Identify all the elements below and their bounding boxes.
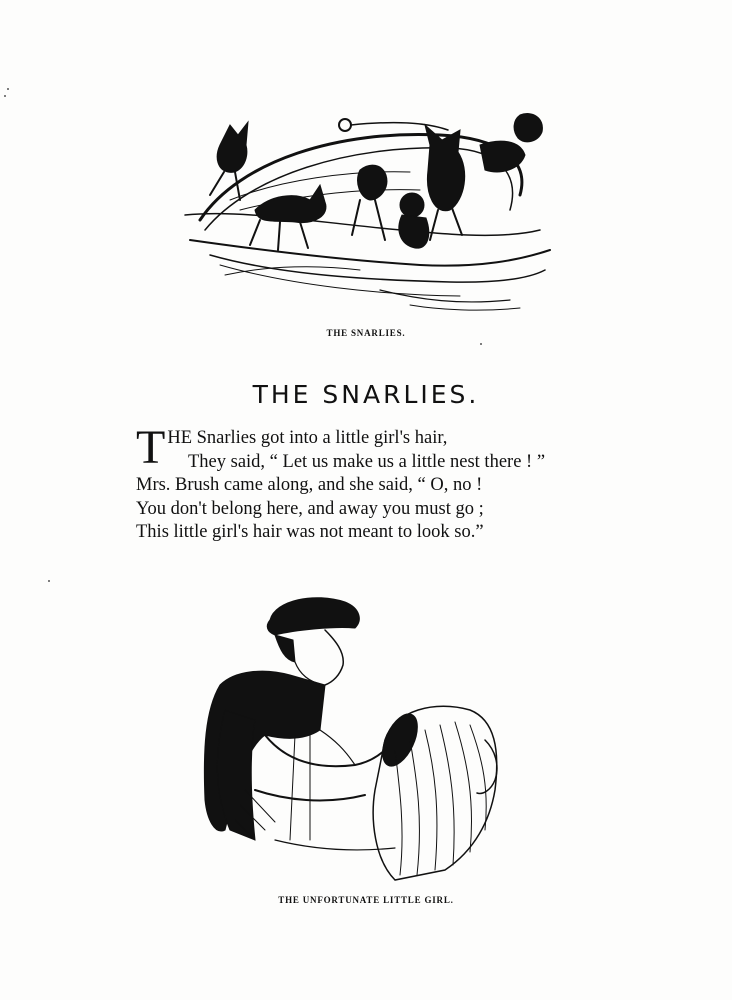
poem-line-4: You don't belong here, and away you must go ; bbox=[136, 498, 484, 519]
poem-line-5: This little girl's hair was not meant to look so.” bbox=[136, 522, 484, 542]
poem-title: THE SNARLIES. bbox=[252, 380, 480, 409]
poem-line-1-text: HE Snarlies got into a little girl's hair, bbox=[167, 428, 448, 448]
hair-brushing-illustration bbox=[195, 590, 515, 890]
scan-speck bbox=[4, 95, 6, 97]
top-illustration-caption: THE SNARLIES. bbox=[326, 328, 406, 338]
scan-speck bbox=[480, 343, 482, 345]
bottom-illustration-caption: THE UNFORTUNATE LITTLE GIRL. bbox=[278, 895, 454, 905]
snarlies-nest-illustration bbox=[180, 100, 560, 320]
drop-cap: T bbox=[136, 421, 166, 474]
poem-line-2: They said, “ Let us make us a little nest there ! ” bbox=[188, 451, 546, 472]
poem-line-3: Mrs. Brush came along, and she said, “ O, no ! bbox=[136, 475, 483, 495]
poem-body bbox=[136, 421, 656, 545]
scan-speck bbox=[7, 88, 9, 90]
scan-speck bbox=[48, 580, 50, 582]
